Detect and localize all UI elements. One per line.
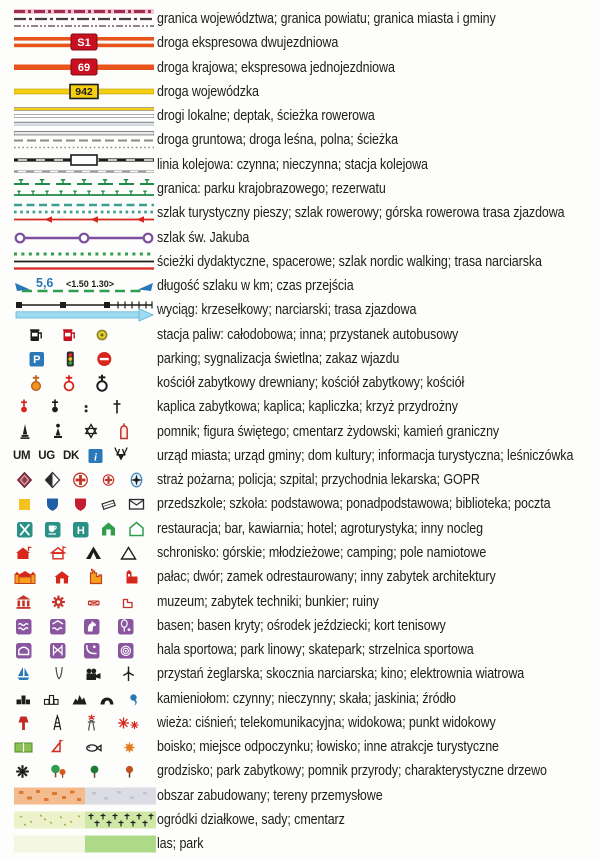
forest-swatch (14, 836, 85, 853)
legend-label: obszar zabudowany; tereny przemysłowe (157, 787, 383, 804)
legend-row (0, 56, 600, 80)
legend-row (0, 565, 600, 589)
legend-row (0, 80, 600, 104)
trail-arrow-icon (138, 283, 153, 291)
rest-area-icon (49, 737, 69, 757)
cafe-icon (43, 519, 62, 539)
built-up-industrial-swatch (14, 786, 156, 806)
railway-station-symbol (71, 155, 97, 165)
allotments-swatch (14, 811, 85, 828)
legend-label: pomnik; figura świętego; cmentarz żydowski; kamień graniczny (157, 423, 500, 440)
monument-icon (16, 421, 34, 443)
forest-park-swatch (14, 834, 156, 854)
wayside-cross-icon (109, 396, 125, 418)
st-james-trail-symbol (14, 226, 154, 250)
legend-label: urząd miasta; urząd gminy; dom kultury; informacja turystyczna; leśniczówka (157, 447, 574, 464)
legend-row (0, 784, 600, 808)
legend-label: droga ekspresowa dwujezdniowa (157, 35, 339, 52)
trail-time-value: <1.50 1.30> (66, 279, 115, 290)
legend-label: granica: parku krajobrazowego; rezerwatu (157, 180, 386, 197)
indoor-pool-icon (48, 616, 67, 636)
bus-stop-icon (93, 324, 111, 346)
cinema-icon (84, 664, 104, 684)
telecom-tower-icon (48, 713, 67, 733)
legend-row (0, 201, 600, 225)
wind-turbine-icon (119, 664, 139, 684)
spring-icon (126, 689, 145, 709)
attraction-icon (120, 737, 140, 758)
legend-label: ścieżki dydaktyczne, spacerowe; szlak nordic walking; trasa narciarska (157, 253, 542, 270)
boundary-stone-icon (115, 421, 133, 443)
legend-row (0, 686, 600, 710)
legend-row (0, 225, 600, 249)
admin-boundaries-symbol (14, 7, 154, 31)
legend-row (0, 371, 600, 395)
legend-row (0, 589, 600, 613)
distinctive-tree-icon (120, 761, 140, 782)
lookout-tower-icon (82, 713, 102, 733)
restored-castle-icon (87, 567, 107, 587)
local-roads-symbol (14, 104, 154, 128)
trail-arrow-icon (15, 283, 30, 291)
marina-icon (14, 664, 34, 684)
legend-row (0, 274, 600, 298)
pool-icon (14, 616, 33, 636)
lodging-icon (127, 519, 146, 539)
museum-icon (14, 592, 34, 612)
legend-row (0, 759, 600, 783)
church-icon (93, 372, 111, 394)
legend-label: basen; basen kryty; ośrodek jeździecki; kort tenisowy (157, 617, 446, 634)
hotel-icon (71, 519, 90, 539)
railway-symbol (14, 153, 154, 177)
legend-label: drogi lokalne; deptak, ścieżka rowerowa (157, 108, 375, 125)
legend-row (0, 808, 600, 832)
legend-label: stacja paliw: całodobowa; inna; przystanek autobusowy (157, 326, 459, 343)
traffic-light-icon (61, 348, 80, 370)
quarry-active-icon (14, 689, 33, 709)
legend-row (0, 711, 600, 735)
legend-row (0, 541, 600, 565)
police-icon (43, 470, 62, 490)
legend-label: las; park (157, 836, 204, 853)
youth-hostel-icon (49, 543, 69, 563)
legend-label: schronisko: górskie; młodzieżowe; camping; pole namiotowe (157, 544, 487, 561)
legend-label: linia kolejowa: czynna; nieczynna; stacja kolejowa (157, 156, 428, 173)
legend-label: wieża: ciśnień; telekomunikacyjna; widokowa; punkt widokowy (157, 714, 496, 731)
legend-row (0, 614, 600, 638)
sports-field-icon (13, 737, 34, 757)
legend-row (0, 444, 600, 468)
restaurant-icon (15, 519, 34, 539)
legend-row (0, 7, 600, 31)
sports-hall-icon (14, 640, 33, 660)
primary-school-icon (43, 494, 62, 514)
gopr-icon (127, 470, 146, 490)
national-road-symbol (14, 56, 154, 80)
culture-house-label: DK (62, 449, 79, 462)
voivodeship-road-badge: 942 (75, 86, 93, 99)
legend-label: wyciąg: krzesełkowy; narciarski; trasa zjazdowa (157, 302, 417, 319)
svg-text:H: H (76, 524, 85, 537)
legend-label: hala sportowa; park linowy; skatepark; strzelnica sportowa (157, 642, 474, 659)
quarry-inactive-icon (42, 689, 61, 709)
horse-riding-icon (82, 616, 101, 636)
legend-label: kamieniołom: czynny; nieczynny; skała; jaskinia; źródło (157, 690, 456, 707)
wooden-historic-church-icon (27, 372, 45, 394)
no-entry-icon (95, 348, 114, 370)
shooting-range-icon (116, 640, 135, 660)
technical-monument-icon (49, 592, 69, 612)
bunker-icon (84, 592, 104, 612)
legend-label: straż pożarna; policja; szpital; przychodnia lekarska; GOPR (157, 472, 480, 489)
legend-label: droga wojewódzka (157, 83, 259, 100)
legend-label: muzeum; zabytek techniki; bunkier; ruiny (157, 593, 379, 610)
legend-row (0, 468, 600, 492)
built-up-area-swatch (14, 787, 85, 804)
legend-label: kaplica zabytkowa; kaplica; kapliczka; krzyż przydrożny (157, 399, 458, 416)
legend-row (0, 31, 600, 55)
legend-row (0, 420, 600, 444)
parking-icon (27, 348, 46, 370)
kindergarten-icon (15, 494, 34, 514)
rock-icon (70, 689, 89, 709)
hiking-trails-symbol (14, 201, 154, 225)
trail-length-value: 5,6 (36, 276, 54, 291)
legend-label: grodzisko; park zabytkowy; pomnik przyrody; charakterystyczne drzewo (157, 763, 547, 780)
ruins-icon (119, 592, 139, 612)
manor-icon (52, 567, 72, 587)
svg-text:P: P (33, 353, 41, 366)
voivodeship-road-symbol (14, 80, 154, 104)
legend-label: parking; sygnalizacja świetlna; zakaz wjazdu (157, 350, 400, 367)
legend-row (0, 832, 600, 856)
library-icon (99, 494, 118, 514)
historic-park-icon (48, 761, 70, 782)
holy-figure-icon (49, 421, 67, 443)
legend-row (0, 662, 600, 686)
commune-office-label: UG (38, 449, 55, 462)
legend-label: kościół zabytkowy drewniany; kościół zabytkowy; kościół (157, 375, 465, 392)
legend-label: ogródki działkowe, sady; cmentarz (157, 811, 345, 828)
shrine-icon (78, 396, 94, 418)
tent-field-icon (119, 543, 139, 563)
cave-icon (98, 689, 117, 709)
national-road-badge: 69 (77, 61, 91, 74)
town-office-label: UM (13, 449, 31, 462)
legend-row (0, 322, 600, 346)
legend-row (0, 104, 600, 128)
legend-row (0, 250, 600, 274)
ski-jump-icon (49, 664, 69, 684)
fishing-icon (84, 737, 105, 757)
park-boundary-symbol (14, 177, 154, 201)
legend-label: droga krajowa; ekspresowa jednojezdniowa (157, 59, 395, 76)
legend-label: restauracja; bar, kawiarnia; hotel; agroturystyka; inny nocleg (157, 520, 483, 537)
tennis-court-icon (116, 616, 135, 636)
viewpoint-icon (117, 713, 139, 733)
legend-label: szlak św. Jakuba (157, 229, 250, 246)
legend-label: boisko; miejsce odpoczynku; łowisko; inne atrakcje turystyczne (157, 739, 499, 756)
legend-label: granica województwa; granica powiatu; granica miasta i gminy (157, 11, 496, 28)
svg-text:i: i (93, 451, 97, 464)
walking-paths-symbol (14, 250, 154, 274)
legend-label: przedszkole; szkoła: podstawowa; ponadpodstawowa; biblioteka; poczta (157, 496, 551, 513)
ski-lift-symbol (14, 298, 154, 322)
legend-label: długość szlaku w km; czas przejścia (157, 278, 354, 295)
trail-length-symbol (14, 274, 154, 298)
clinic-icon (99, 470, 118, 490)
park-swatch (85, 836, 156, 853)
legend-label: przystań żeglarska; skocznia narciarska; kino; elektrownia wiatrowa (157, 666, 525, 683)
water-tower-icon (14, 713, 33, 733)
legend-row (0, 153, 600, 177)
camping-icon (84, 543, 104, 563)
nature-monument-icon (85, 761, 105, 782)
legend-label: szlak turystyczny pieszy; szlak rowerowy; górska rowerowa trasa zjazdowa (157, 205, 565, 222)
jewish-cemetery-icon (82, 421, 100, 443)
mountain-hostel-icon (14, 543, 34, 563)
historic-church-icon (60, 372, 78, 394)
dirt-roads-symbol (14, 128, 154, 152)
forester-lodge-icon (112, 445, 130, 467)
industrial-area-swatch (85, 787, 156, 804)
skatepark-icon (82, 640, 101, 660)
hillfort-icon (13, 761, 33, 782)
legend-label: pałac; dwór; zamek odrestaurowany; inny zabytek architektury (157, 569, 496, 586)
expressway-badge: S1 (77, 37, 91, 50)
legend-row (0, 735, 600, 759)
agrotourism-icon (99, 519, 118, 539)
legend-row (0, 517, 600, 541)
legend-row (0, 638, 600, 662)
tourist-info-icon (87, 446, 104, 466)
post-office-icon (127, 494, 146, 514)
secondary-school-icon (71, 494, 90, 514)
legend-row (0, 177, 600, 201)
legend-row (0, 395, 600, 419)
allotments-cemetery-swatch (14, 810, 156, 830)
historic-chapel-icon (16, 396, 32, 418)
palace-icon (13, 567, 37, 587)
legend-row (0, 128, 600, 152)
chapel-icon (47, 396, 63, 418)
legend-row (0, 492, 600, 516)
rope-park-icon (48, 640, 67, 660)
hospital-icon (71, 470, 90, 490)
legend-row (0, 347, 600, 371)
legend-label: droga gruntowa; droga leśna, polna; ścieżka (157, 132, 399, 149)
fuel-station-icon (60, 324, 78, 346)
legend-row (0, 298, 600, 322)
expressway-symbol (14, 31, 154, 55)
other-monument-icon (122, 567, 142, 587)
fire-brigade-icon (15, 470, 34, 490)
fuel-station-24h-icon (27, 324, 45, 346)
